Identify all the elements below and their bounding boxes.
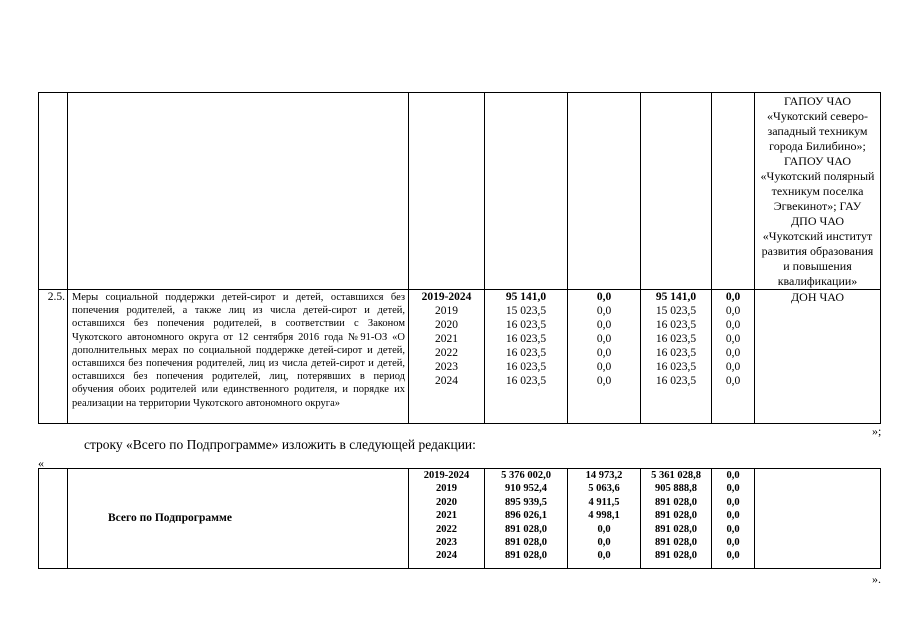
executor-line: «Чукотский полярный <box>760 169 875 183</box>
other-cell: 0,0 <box>725 375 741 387</box>
total-cell: 910 952,4 <box>505 483 547 495</box>
row-index: 2.5. <box>39 290 68 424</box>
opening-quote: « <box>38 456 44 470</box>
total-column <box>485 469 568 569</box>
summary-label: Всего по Подпрограмме <box>68 469 409 569</box>
district-cell: 16 023,5 <box>655 361 697 373</box>
year-cell: 2019 <box>435 305 458 317</box>
federal-cell: 4 911,5 <box>588 496 620 508</box>
district-cell: 891 028,0 <box>655 510 697 522</box>
federal-cell: 0,0 <box>596 347 612 359</box>
federal-cell: 0,0 <box>596 361 612 373</box>
program-table <box>38 92 881 424</box>
other-column <box>712 469 755 569</box>
executor-line: ГАПОУ ЧАО <box>784 94 851 108</box>
federal-cell: 0,0 <box>597 550 611 562</box>
other-cell: 0,0 <box>726 510 740 522</box>
district-cell: 16 023,5 <box>655 319 697 331</box>
executor-line: квалификации» <box>777 274 858 288</box>
total-column <box>485 290 568 424</box>
total-cell: 15 023,5 <box>505 305 547 317</box>
year-cell: 2023 <box>435 361 458 373</box>
executor-cell <box>755 93 881 290</box>
total-cell: 16 023,5 <box>505 319 547 331</box>
federal-cell: 14 973,2 <box>585 470 623 481</box>
total-cell: 16 023,5 <box>505 333 547 345</box>
executor-cell: ДОН ЧАО <box>755 290 881 424</box>
total-cell: 891 028,0 <box>505 550 547 562</box>
other-cell: 0,0 <box>726 483 740 495</box>
year-cell: 2024 <box>436 550 457 562</box>
total-cell: 891 028,0 <box>505 523 547 535</box>
year-column <box>409 290 485 424</box>
other-cell: 0,0 <box>726 550 740 562</box>
year-cell: 2021 <box>435 333 458 345</box>
district-cell: 891 028,0 <box>655 550 697 562</box>
federal-column <box>568 290 641 424</box>
total-cell: 896 026,1 <box>505 510 547 522</box>
executor-line: «Чукотский северо- <box>767 109 868 123</box>
federal-column <box>568 469 641 569</box>
year-cell: 2023 <box>436 537 457 549</box>
other-cell: 0,0 <box>725 305 741 317</box>
continuation-row <box>39 93 881 290</box>
district-cell: 16 023,5 <box>655 375 697 387</box>
total-cell: 16 023,5 <box>505 347 547 359</box>
total-cell: 16 023,5 <box>505 375 547 387</box>
year-cell: 2019-2024 <box>421 291 472 303</box>
other-cell: 0,0 <box>725 361 741 373</box>
executor-line: западный техникум <box>767 124 868 138</box>
total-cell: 5 376 002,0 <box>501 470 551 481</box>
other-cell: 0,0 <box>725 347 741 359</box>
federal-cell: 0,0 <box>596 333 612 345</box>
other-cell: 0,0 <box>726 537 740 549</box>
total-cell: 95 141,0 <box>505 291 547 303</box>
federal-cell: 0,0 <box>596 305 612 317</box>
total-cell: 895 939,5 <box>505 496 547 508</box>
year-cell: 2021 <box>436 510 457 522</box>
other-cell: 0,0 <box>725 291 741 303</box>
district-cell: 5 361 028,8 <box>651 470 701 481</box>
total-cell: 16 023,5 <box>505 361 547 373</box>
district-cell: 16 023,5 <box>655 347 697 359</box>
year-cell: 2020 <box>436 496 457 508</box>
district-cell: 891 028,0 <box>655 523 697 535</box>
executor-line: техникум поселка <box>771 184 864 198</box>
year-column <box>409 469 485 569</box>
other-column <box>712 290 755 424</box>
other-cell: 0,0 <box>726 523 740 535</box>
executor-line: Эгвекинот»; ГАУ <box>773 199 862 213</box>
amendment-instruction: строку «Всего по Подпрограмме» изложить в следующей редакции: <box>84 437 476 452</box>
year-cell: 2019 <box>436 483 457 495</box>
district-cell: 891 028,0 <box>655 537 697 549</box>
federal-cell: 0,0 <box>596 291 612 303</box>
federal-cell: 0,0 <box>597 523 611 535</box>
table-row <box>39 290 881 424</box>
federal-cell: 0,0 <box>596 375 612 387</box>
year-cell: 2022 <box>435 347 458 359</box>
district-column <box>641 290 712 424</box>
measure-description: Меры социальной поддержки детей-сирот и детей, оставшихся без попечения родителей, а также лиц из числа детей-сирот и детей, оставшихся без попечения родителей, в соответствии с Законом Чукотского автономного округа от 12 сентября 2016 года №91-ОЗ «О дополнительных мерах по социальной поддержке детей-сирот и детей, оставшихся без попечения родителей, лиц из числа детей-сирот и детей, оставшихся без попечения родителей, лиц, потерявших в период обучения обоих родителей или единственного родителя, и порядке их реализации на территории Чукотского автономного округа» <box>68 290 409 424</box>
executor-line: ДПО ЧАО <box>790 214 845 228</box>
district-cell: 15 023,5 <box>655 305 697 317</box>
district-cell: 16 023,5 <box>655 333 697 345</box>
district-cell: 891 028,0 <box>655 496 697 508</box>
other-cell: 0,0 <box>725 319 741 331</box>
federal-cell: 0,0 <box>596 319 612 331</box>
executor-line: и повышения <box>783 259 852 273</box>
federal-cell: 5 063,6 <box>588 483 620 495</box>
closing-quote: ». <box>872 572 881 586</box>
federal-cell: 4 998,1 <box>588 510 620 522</box>
executor-line: города Билибино»; <box>769 139 866 153</box>
summary-row <box>39 469 881 569</box>
other-cell: 0,0 <box>726 496 740 508</box>
closing-quote: »; <box>872 424 882 438</box>
summary-table <box>38 468 881 569</box>
year-cell: 2022 <box>436 523 457 535</box>
year-cell: 2020 <box>435 319 458 331</box>
executor-line: развития образования <box>761 244 874 258</box>
executor-line: ГАПОУ ЧАО <box>784 154 851 168</box>
year-cell: 2019-2024 <box>423 470 470 481</box>
district-cell: 905 888,8 <box>655 483 697 495</box>
other-cell: 0,0 <box>726 470 740 481</box>
total-cell: 891 028,0 <box>505 537 547 549</box>
district-cell: 95 141,0 <box>655 291 697 303</box>
district-column <box>641 469 712 569</box>
other-cell: 0,0 <box>725 333 741 345</box>
federal-cell: 0,0 <box>597 537 611 549</box>
executor-line: «Чукотский институт <box>762 229 873 243</box>
year-cell: 2024 <box>435 375 458 387</box>
